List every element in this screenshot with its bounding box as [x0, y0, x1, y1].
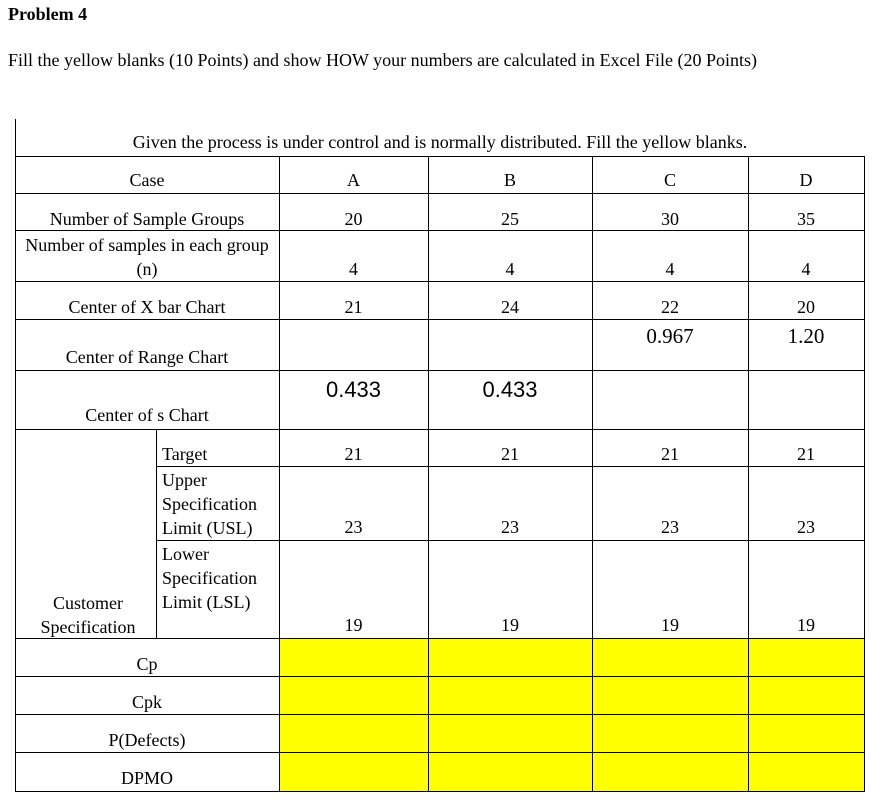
- table-cell: 21: [344, 297, 363, 317]
- row-label-lsl: Lower Specification Limit (LSL): [162, 544, 257, 612]
- table-cell: 4: [665, 259, 675, 279]
- row-label-samples-per-group: Number of samples in each group (n): [25, 235, 269, 279]
- table-cell: 35: [797, 209, 815, 229]
- table-cell: 19: [797, 615, 815, 635]
- row-label-s-center: Center of s Chart: [85, 405, 209, 425]
- instructions: Fill the yellow blanks (10 Points) and show HOW your numbers are calculated in Excel File (20 Points): [8, 50, 758, 70]
- problem-title: Problem 4: [8, 4, 88, 24]
- row-label-cpk: Cpk: [131, 692, 162, 712]
- table-cell: 4: [505, 259, 515, 279]
- table-cell: 23: [501, 517, 519, 537]
- table-cell: 0.433: [482, 377, 538, 402]
- row-label-sample-groups: Number of Sample Groups: [49, 209, 245, 229]
- column-header-d: D: [799, 170, 813, 190]
- table-cell: 19: [661, 615, 679, 635]
- table-cell: 21: [501, 444, 519, 464]
- spec-table: [15, 119, 865, 792]
- column-header-c: C: [663, 170, 676, 190]
- table-cell: 1.20: [787, 324, 825, 348]
- table-cell: 22: [661, 297, 679, 317]
- row-label-dpmo: DPMO: [120, 768, 173, 788]
- row-label-usl: Upper Specification Limit (USL): [162, 470, 257, 538]
- column-header-a: A: [347, 170, 360, 190]
- table-cell: 23: [661, 517, 679, 537]
- row-label-range-center: Center of Range Chart: [65, 347, 229, 367]
- customer-specification-label: Customer Specification: [40, 593, 136, 637]
- row-label-xbar-center: Center of X bar Chart: [68, 297, 226, 317]
- row-label-target: Target: [162, 444, 208, 464]
- table-cell: 0.433: [325, 377, 382, 402]
- table-cell: 30: [661, 209, 679, 229]
- table-caption: Given the process is under control and is normally distributed. Fill the yellow blanks.: [132, 132, 748, 152]
- answer-area[interactable]: [279, 638, 865, 792]
- table-cell: 21: [661, 444, 679, 464]
- column-header-b: B: [503, 170, 516, 190]
- table-cell: 23: [344, 517, 363, 537]
- row-label-cp: Cp: [136, 654, 158, 674]
- table-cell: 24: [501, 297, 519, 317]
- table-cell: 19: [344, 615, 363, 635]
- table-cell: 0.967: [646, 324, 694, 348]
- table-cell: 21: [344, 444, 363, 464]
- table-cell: 4: [349, 259, 358, 279]
- table-cell: 20: [344, 209, 363, 229]
- table-cell: 20: [797, 297, 815, 317]
- table-cell: 4: [801, 259, 811, 279]
- table-cell: 25: [501, 209, 519, 229]
- row-label-p-defects: P(Defects): [108, 730, 186, 750]
- case-header: Case: [129, 170, 165, 190]
- table-cell: 19: [501, 615, 519, 635]
- table-cell: 23: [797, 517, 815, 537]
- table-cell: 21: [797, 444, 815, 464]
